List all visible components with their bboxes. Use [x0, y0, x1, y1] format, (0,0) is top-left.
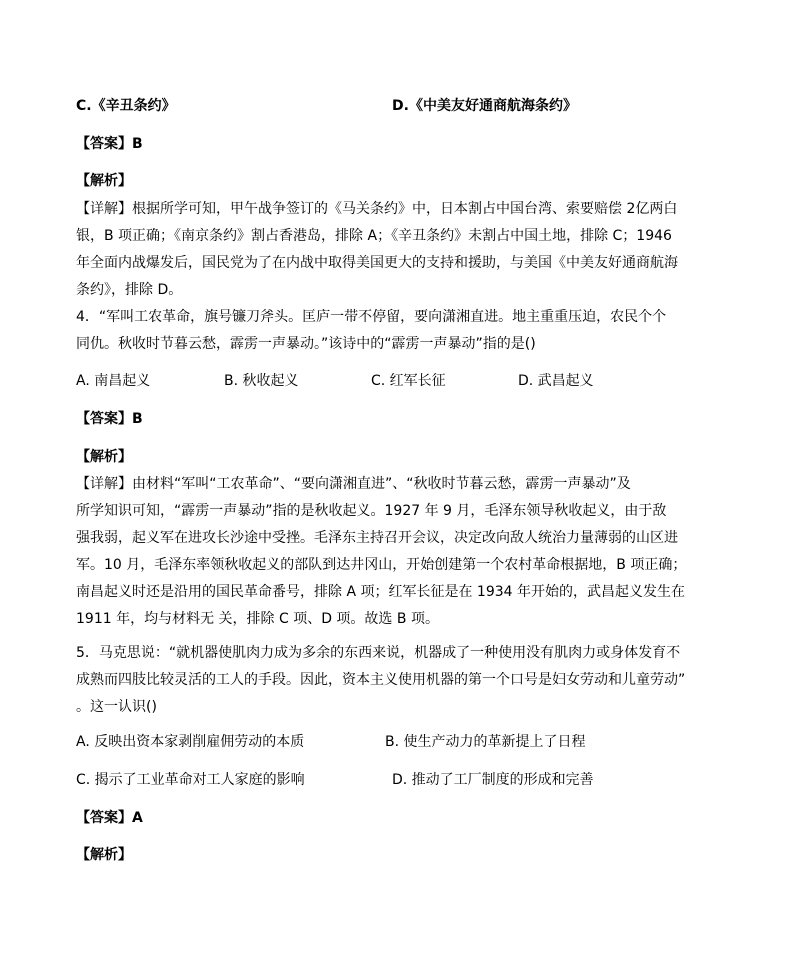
q4-stem-line: 同仇。秋收时节暮云愁，霹雳一声暴动。”该诗中的“霹雳一声暴动”指的是()	[76, 336, 536, 352]
q5-option-a: A. 反映出资本家剥削雇佣劳动的本质	[76, 734, 305, 750]
q4-stem-line: 4．“军叫工农革命，旗号镰刀斧头。匡庐一带不停留，要向潇湘直进。地主重重压迫，农民个个	[76, 309, 667, 325]
q5-answer: 【答案】A	[76, 810, 143, 826]
q3-detail-line: 年全面内战爆发后，国民党为了在内战中取得美国更大的支持和援助，与美国《中美友好通商航海	[76, 255, 678, 271]
q4-option-c: C. 红军长征	[371, 373, 446, 389]
q5-analysis-label: 【解析】	[76, 847, 132, 863]
q3-detail-line: 【详解】根据所学可知，甲午战争签订的《马关条约》中，日本割占中国台湾、索要赔偿 2亿两白	[76, 201, 678, 217]
q4-detail-line: 南昌起义时还是沿用的国民革命番号，排除 A 项；红军长征是在 1934 年开始的，武昌起义发生在	[76, 584, 686, 600]
q4-option-a: A. 南昌起义	[76, 373, 151, 389]
q4-analysis-label: 【解析】	[76, 449, 132, 465]
q5-option-b: B. 使生产动力的革新提上了日程	[385, 734, 586, 750]
q3-detail-line: 条约》，排除 D。	[76, 282, 183, 298]
q4-detail-line: 1911 年，均与材料无 关，排除 C 项、D 项。故选 B 项。	[76, 611, 439, 627]
q3-analysis-label: 【解析】	[76, 173, 132, 189]
q3-option-c: C.《辛丑条约》	[76, 98, 176, 114]
q4-option-d: D. 武昌起义	[518, 373, 594, 389]
q5-stem-line: 5．马克思说：“就机器使肌肉力成为多余的东西来说，机器成了一种使用没有肌肉力或身体发育不	[76, 645, 681, 661]
q3-detail-line: 银，B 项正确；《南京条约》割占香港岛，排除 A；《辛丑条约》未割占中国土地，排除 C；1946	[76, 228, 672, 244]
q4-detail-line: 强我弱，起义军在进攻长沙途中受挫。毛泽东主持召开会议，决定改向敌人统治力量薄弱的山区进	[76, 530, 678, 546]
q5-option-c: C. 揭示了工业革命对工人家庭的影响	[76, 772, 305, 788]
q3-answer: 【答案】B	[76, 136, 143, 152]
q5-stem-line: 。这一认识()	[76, 699, 157, 715]
q4-option-b: B. 秋收起义	[224, 373, 299, 389]
q5-stem-line: 成熟而四肢比较灵活的工人的手段。因此，资本主义使用机器的第一个口号是妇女劳动和儿童劳动”	[76, 672, 686, 688]
q4-answer: 【答案】B	[76, 411, 143, 427]
q5-option-d: D. 推动了工厂制度的形成和完善	[392, 772, 594, 788]
q4-detail-line: 军。10 月，毛泽东率领秋收起义的部队到达井冈山，开始创建第一个农村革命根据地，B 项正确；	[76, 557, 687, 573]
q4-detail-line: 【详解】由材料“军叫“工农革命”、“要向潇湘直进”、“秋收时节暮云愁，霹雳一声暴动”及	[76, 476, 631, 492]
q4-detail-line: 所学知识可知，“霹雳一声暴动”指的是秋收起义。1927 年 9 月，毛泽东领导秋收起义，由于敌	[76, 503, 667, 519]
q3-option-d: D.《中美友好通商航海条约》	[392, 98, 577, 114]
